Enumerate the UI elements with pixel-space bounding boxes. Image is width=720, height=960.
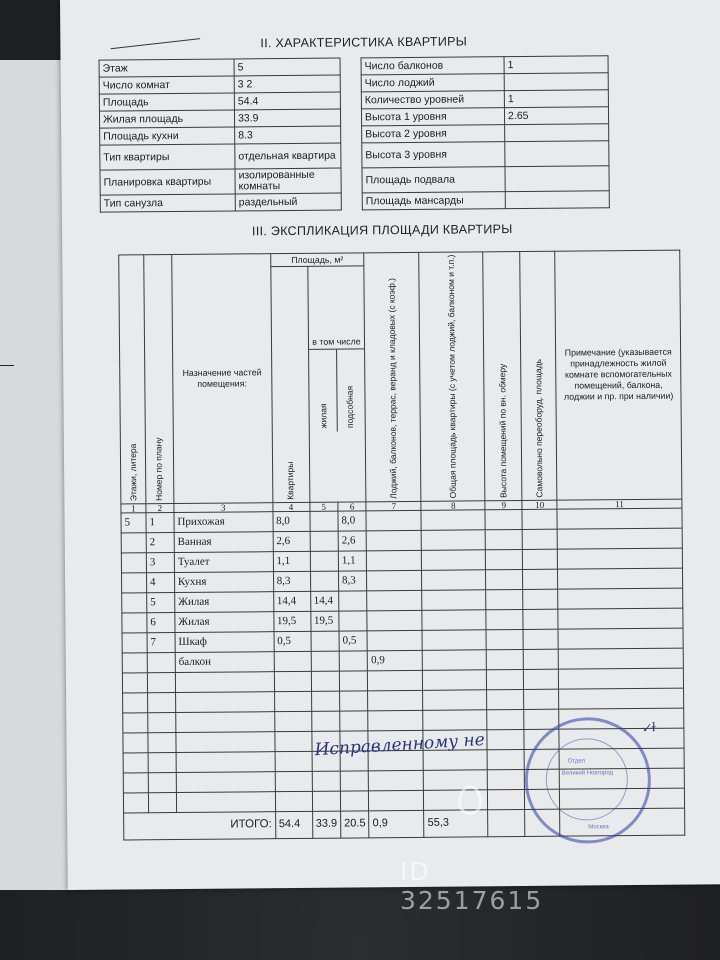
hdr-aux: подсобная: [345, 386, 356, 429]
characteristic-row: [99, 109, 340, 128]
column-number: 9: [485, 500, 522, 509]
hdr-area: Площадь, м²: [270, 253, 364, 267]
cell-height: [486, 549, 523, 569]
characteristic-row: [99, 58, 340, 77]
characteristic-row: [361, 90, 608, 109]
hdr-plan-no: Номер по плану: [144, 255, 174, 504]
cell-height: [487, 709, 524, 729]
cell-name: [176, 791, 275, 812]
characteristic-label: Площадь: [99, 93, 234, 111]
total-label: ИТОГО:: [124, 811, 276, 839]
cell-aux: [339, 691, 368, 711]
column-number: 5: [309, 502, 337, 511]
cell-name: Ванная: [174, 531, 273, 552]
cell-height: [486, 589, 523, 609]
characteristic-label: Число комнат: [99, 76, 234, 94]
total-overall: 55,3: [424, 810, 488, 838]
cell-note: [558, 648, 683, 669]
cell-floor: [123, 793, 148, 813]
cell-aux: [339, 591, 368, 611]
hdr-incl: в том числе: [308, 336, 364, 349]
cell-note: [558, 548, 683, 569]
cell-num: [147, 692, 175, 712]
cell-apt: [274, 711, 311, 731]
cell-floor: 5: [121, 513, 146, 533]
cell-self: [523, 609, 558, 629]
characteristic-value: [505, 166, 609, 192]
section3-title: III. ЭКСПЛИКАЦИЯ ПЛОЩАДИ КВАРТИРЫ: [251, 222, 513, 239]
cell-total: [422, 570, 486, 591]
cell-height: [487, 729, 524, 749]
cell-note: [558, 568, 683, 589]
cell-floor: [123, 693, 148, 713]
column-number: 6: [338, 502, 366, 511]
cell-apt: 14,4: [273, 591, 310, 611]
cell-aux: 8,3: [338, 571, 367, 591]
cell-floor: [121, 533, 146, 553]
column-number: 7: [366, 501, 421, 510]
cell-total: [422, 550, 486, 571]
characteristic-row: [100, 168, 341, 195]
cell-living: [311, 651, 340, 671]
cell-floor: [122, 573, 147, 593]
characteristic-value: 5: [234, 58, 340, 76]
cell-self: [523, 629, 558, 649]
cell-loggia: [367, 590, 422, 610]
characteristic-row: [362, 141, 609, 168]
map-pin-icon: [458, 785, 482, 815]
cell-loggia: [368, 690, 423, 710]
cell-apt: [274, 691, 311, 711]
cell-name: Кухня: [174, 571, 273, 592]
cell-floor: [123, 733, 148, 753]
cell-name: [176, 751, 275, 772]
column-number: 1: [121, 504, 146, 513]
cell-loggia: [367, 570, 422, 590]
characteristic-label: Число лоджий: [361, 74, 504, 92]
cell-floor: [122, 593, 147, 613]
cell-self: [523, 589, 558, 609]
cell-living: [311, 711, 340, 731]
characteristic-row: [99, 92, 340, 111]
cell-total: [423, 650, 487, 671]
cell-apt: [274, 731, 311, 751]
cell-loggia: [367, 610, 422, 630]
column-number: 2: [146, 503, 174, 512]
cell-height: [486, 609, 523, 629]
cell-floor: [122, 673, 147, 693]
cell-aux: [340, 791, 369, 811]
cell-total: [422, 610, 486, 631]
characteristic-value: раздельный: [235, 193, 341, 211]
characteristic-row: [361, 56, 608, 75]
cell-loggia: [368, 670, 423, 690]
cell-floor: [123, 773, 148, 793]
hdr-height: Высота помещений по вн. обмеру: [483, 251, 522, 500]
characteristic-label: Тип санузла: [100, 194, 235, 212]
cell-total: [422, 630, 486, 651]
cell-aux: 2,6: [338, 531, 367, 551]
cell-aux: [340, 771, 369, 791]
cell-total: [422, 590, 486, 611]
characteristic-row: [99, 75, 340, 94]
characteristic-value: 8.3: [235, 126, 341, 144]
hdr-total: Общая площадь квартиры (с учетом лоджий, балконом и т.п.): [419, 252, 485, 501]
margin-mark: [0, 365, 14, 366]
stamp-text-2: Великий Новгород: [561, 770, 614, 777]
cell-height: [487, 669, 524, 689]
characteristic-label: Площадь подвала: [362, 167, 505, 193]
hdr-purpose: Назначение частей помещения:: [172, 254, 273, 504]
cell-self: [524, 649, 559, 669]
cell-height: [486, 529, 523, 549]
cell-self: [522, 509, 557, 529]
characteristic-row: [100, 193, 341, 212]
characteristic-row: [362, 166, 609, 193]
cell-floor: [122, 633, 147, 653]
cell-apt: 8,0: [273, 511, 310, 531]
characteristic-value: 1: [504, 90, 608, 108]
cell-living: 14,4: [310, 591, 339, 611]
cell-num: [148, 772, 176, 792]
cell-self: [524, 669, 559, 689]
characteristic-value: изолированные комнаты: [235, 168, 341, 194]
cell-total: [422, 530, 486, 551]
cell-apt: 1,1: [273, 551, 310, 571]
cell-num: [147, 672, 175, 692]
cell-loggia: [366, 510, 421, 530]
cell-num: 1: [146, 512, 174, 532]
characteristic-row: [362, 191, 609, 210]
cell-note: [557, 508, 682, 529]
cell-num: 7: [147, 632, 175, 652]
signature: ✓ɫ: [640, 719, 657, 736]
characteristic-value: отдельная квартира: [235, 143, 341, 169]
cell-num: [148, 792, 176, 812]
characteristics-right-table: [361, 55, 610, 210]
cell-note: [559, 688, 684, 709]
cell-apt: 0,5: [274, 631, 311, 651]
cell-living: [310, 531, 339, 551]
cell-living: [310, 551, 339, 571]
cell-self: [524, 689, 559, 709]
hdr-loggia: Лоджий, балконов, террас, веранд и кладовых (с коэф.): [364, 252, 421, 501]
characteristic-row: [100, 126, 341, 145]
cell-num: [148, 732, 176, 752]
hdr-self: Самовольно переоборуд. площадь: [520, 251, 557, 500]
characteristic-label: Число балконов: [361, 57, 504, 75]
cell-name: Жилая: [175, 591, 274, 612]
cell-apt: 8,3: [273, 571, 310, 591]
characteristic-value: 54.4: [234, 92, 340, 110]
cell-self: [523, 549, 558, 569]
cell-name: Туалет: [174, 551, 273, 572]
cell-name: Шкаф: [175, 631, 274, 652]
total-apartment: 54.4: [275, 811, 312, 838]
cell-living: [311, 671, 340, 691]
cell-num: 3: [146, 552, 174, 572]
cell-note: [558, 588, 683, 609]
cell-living: [311, 691, 340, 711]
cell-height: [487, 749, 524, 769]
cell-floor: [121, 553, 146, 573]
characteristic-value: 3 2: [234, 75, 340, 93]
characteristic-value: [505, 141, 609, 167]
hdr-floor: Этажи, литера: [119, 255, 146, 504]
characteristic-value: 1: [504, 56, 608, 74]
cell-note: [559, 668, 684, 689]
cell-floor: [123, 713, 148, 733]
column-number: 10: [522, 500, 557, 509]
hdr-note: Примечание (указывается принадлежность жилой комнате вспомогательных помещений, балкона, лоджии и пр. при наличии): [555, 250, 682, 500]
characteristic-label: Этаж: [99, 59, 234, 77]
cell-apt: [274, 671, 311, 691]
cell-floor: [122, 613, 147, 633]
characteristic-value: [505, 124, 609, 142]
column-number: 11: [557, 499, 682, 509]
column-number: 4: [272, 502, 309, 511]
characteristic-value: 2.65: [504, 107, 608, 125]
cell-aux: [339, 651, 368, 671]
cell-apt: [274, 651, 311, 671]
characteristic-value: [505, 191, 609, 209]
cell-living: [312, 791, 341, 811]
cell-num: [147, 652, 175, 672]
cell-aux: 0,5: [339, 631, 368, 651]
characteristic-label: Жилая площадь: [99, 110, 234, 128]
cell-num: 6: [147, 612, 175, 632]
characteristic-label: Тип квартиры: [100, 144, 235, 170]
cell-aux: 1,1: [338, 551, 367, 571]
cell-height: [486, 569, 523, 589]
corner-line: [111, 38, 201, 49]
cell-height: [485, 509, 522, 529]
cell-floor: [122, 653, 147, 673]
characteristic-label: Количество уровней: [361, 91, 504, 109]
cell-name: [176, 711, 275, 732]
cell-self: [523, 529, 558, 549]
document-page: [60, 0, 720, 890]
cell-height: [487, 689, 524, 709]
cell-aux: 8,0: [338, 511, 367, 531]
cell-total: [423, 690, 487, 711]
cell-aux: [339, 671, 368, 691]
section2-title: II. ХАРАКТЕРИСТИКА КВАРТИРЫ: [260, 34, 468, 51]
cell-apt: 19,5: [273, 611, 310, 631]
cell-loggia: [368, 710, 423, 730]
characteristic-row: [361, 73, 608, 92]
characteristic-row: [100, 143, 341, 170]
characteristic-row: [362, 124, 609, 143]
cell-name: [175, 671, 274, 692]
cell-living: [312, 771, 341, 791]
characteristic-row: [361, 107, 608, 126]
hdr-living: жилая: [309, 349, 338, 432]
cell-apt: [275, 751, 312, 771]
watermark-id: ID 32517615: [400, 857, 544, 915]
cell-total: [421, 510, 485, 531]
characteristic-value: [504, 73, 608, 91]
stamp-text-1: Отдел: [567, 758, 586, 765]
characteristic-label: Планировка квартиры: [100, 169, 235, 195]
cell-apt: 2,6: [273, 531, 310, 551]
cell-living: [310, 571, 339, 591]
characteristic-value: 33.9: [234, 109, 340, 127]
cell-num: [148, 712, 176, 732]
cell-living: [311, 631, 340, 651]
watermark: [400, 785, 580, 915]
cell-num: 2: [146, 532, 174, 552]
cell-height: [487, 649, 524, 669]
cell-name: балкон: [175, 651, 274, 672]
cell-num: 5: [147, 592, 175, 612]
cell-living: 19,5: [310, 611, 339, 631]
cell-aux: [339, 611, 368, 631]
cell-apt: [275, 791, 312, 811]
column-number: 3: [174, 502, 273, 512]
cell-self: [523, 569, 558, 589]
hdr-apartment: Квартиры: [270, 266, 309, 502]
cell-name: [176, 731, 275, 752]
cell-loggia: [367, 530, 422, 550]
cell-floor: [123, 753, 148, 773]
cell-name: Прихожая: [174, 511, 273, 532]
handwritten-note: Исправленному не: [314, 729, 486, 761]
characteristic-label: Площадь мансарды: [362, 192, 505, 210]
total-loggia: 0,9: [369, 810, 424, 837]
characteristic-label: Высота 2 уровня: [362, 125, 505, 143]
characteristic-label: Площадь кухни: [100, 127, 235, 145]
cell-note: [558, 608, 683, 629]
cell-total: [423, 670, 487, 691]
column-number: 8: [421, 501, 485, 511]
characteristics-left-table: [99, 58, 342, 213]
cell-note: [558, 628, 683, 649]
cell-aux: [340, 711, 369, 731]
cell-note: [557, 528, 682, 549]
cell-total: [423, 710, 487, 731]
cell-apt: [275, 771, 312, 791]
cell-name: [175, 691, 274, 712]
cell-living: [310, 511, 339, 531]
cell-num: [148, 752, 176, 772]
cell-height: [486, 629, 523, 649]
characteristic-label: Высота 1 уровня: [361, 108, 504, 126]
stamp-text-3: Москва: [588, 824, 609, 831]
total-living: 33.9: [312, 811, 341, 838]
characteristic-label: Высота 3 уровня: [362, 142, 505, 168]
cell-name: Жилая: [175, 611, 274, 632]
cell-loggia: [367, 630, 422, 650]
cell-name: [176, 771, 275, 792]
cell-loggia: [367, 550, 422, 570]
cell-loggia: 0,9: [368, 650, 423, 670]
total-aux: 20.5: [341, 811, 370, 838]
cell-num: 4: [146, 572, 174, 592]
